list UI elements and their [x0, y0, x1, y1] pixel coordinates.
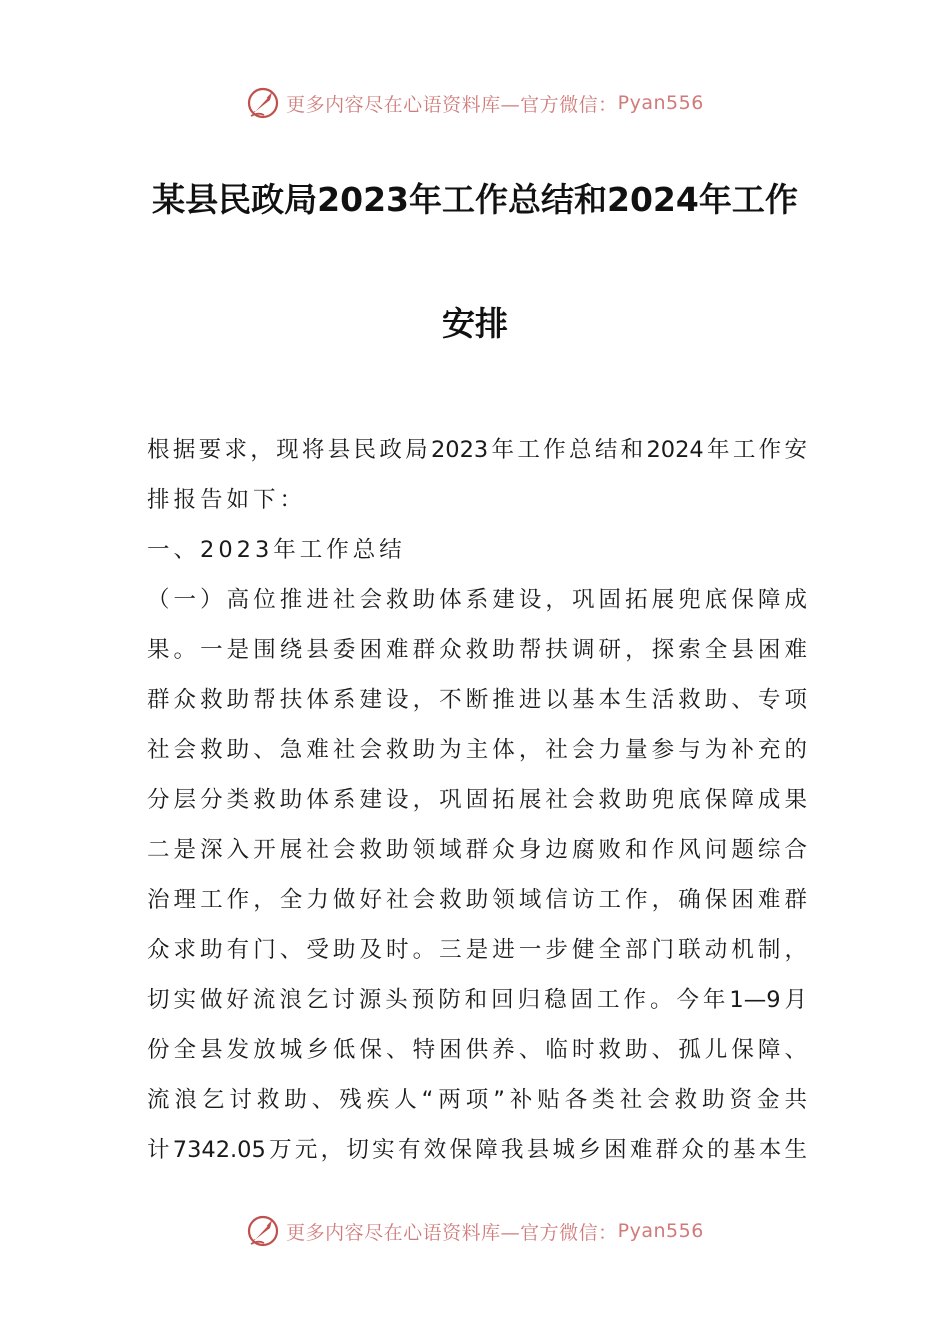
footer-watermark-handle: Pyan556	[617, 1220, 704, 1242]
body-line: 排报告如下：	[147, 487, 307, 513]
body-line: 众求助有门、受助及时。三是进一步健全部门联动机制，	[147, 937, 807, 963]
header-watermark-text: 更多内容尽在心语资料库—官方微信：	[286, 93, 618, 116]
header-watermark-handle: Pyan556	[617, 92, 704, 114]
document-body	[147, 425, 807, 1175]
document-title-line-1: 某县民政局2023年工作总结和2024年工作	[152, 180, 798, 219]
body-line: 二是深入开展社会救助领域群众身边腐败和作风问题综合	[147, 837, 807, 863]
quill-logo-icon	[246, 1214, 280, 1248]
body-line: 份全县发放城乡低保、特困供养、临时救助、孤儿保障、	[147, 1037, 807, 1063]
body-line: 切实做好流浪乞讨源头预防和回归稳固工作。今年1—9月	[147, 987, 807, 1013]
footer-watermark-banner	[0, 1211, 950, 1251]
body-line: 流浪乞讨救助、残疾人“两项”补贴各类社会救助资金共	[147, 1087, 807, 1113]
quill-logo-icon	[246, 86, 280, 120]
body-line: 果。一是围绕县委困难群众救助帮扶调研，探索全县困难	[147, 637, 807, 663]
footer-watermark-text: 更多内容尽在心语资料库—官方微信：	[286, 1221, 618, 1244]
section-heading: 一、2023年工作总结	[147, 537, 406, 563]
body-line: 计7342.05万元，切实有效保障我县城乡困难群众的基本生	[147, 1137, 807, 1163]
body-line: 治理工作，全力做好社会救助领域信访工作，确保困难群	[147, 887, 807, 913]
document-title-line-2: 安排	[442, 304, 508, 343]
header-watermark-banner	[0, 83, 950, 123]
body-line: 群众救助帮扶体系建设，不断推进以基本生活救助、专项	[147, 687, 807, 713]
body-line: 分层分类救助体系建设，巩固拓展社会救助兜底保障成果	[147, 787, 807, 813]
body-line: 社会救助、急难社会救助为主体，社会力量参与为补充的	[147, 737, 807, 763]
body-line: （一）高位推进社会救助体系建设，巩固拓展兜底保障成	[147, 587, 807, 613]
body-line: 根据要求，现将县民政局2023年工作总结和2024年工作安	[147, 437, 807, 463]
